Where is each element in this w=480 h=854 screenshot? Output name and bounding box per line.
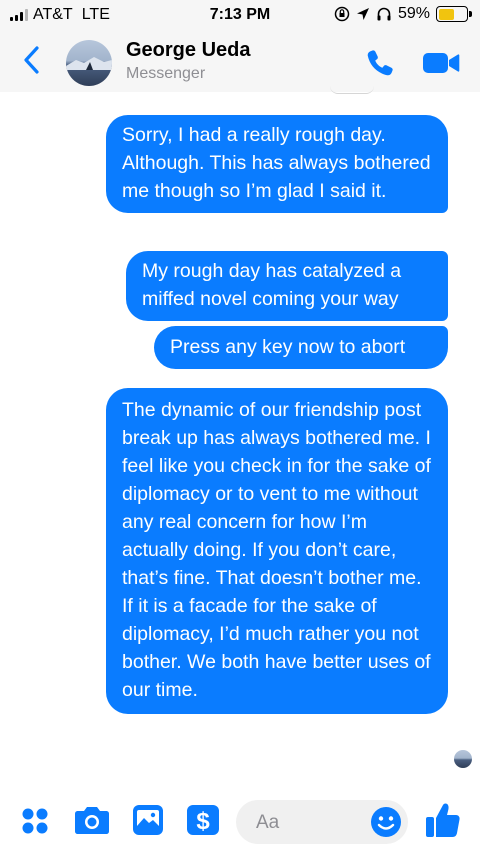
message-bubble[interactable]: My rough day has catalyzed a miffed novel coming your way: [126, 251, 448, 321]
conversation-header: [0, 30, 480, 92]
message-bubble[interactable]: The dynamic of our friendship post break up has always bothered me. I feel like you check in for the sake of diplomacy or to vent to me without any real concern for how I’m actually doing. If you don’t care, that’s fine. That doesn’t bother me. If it is a facade for the sake of diplomacy, I’d much rather you not bother. We both have better uses of our time.: [106, 388, 448, 714]
message-input-placeholder: Aa: [256, 812, 280, 833]
emoji-icon[interactable]: [370, 806, 402, 838]
video-call-icon[interactable]: [422, 49, 460, 77]
previous-message-edge: [330, 86, 374, 94]
svg-text:$: $: [196, 808, 210, 835]
camera-icon[interactable]: [74, 804, 110, 836]
battery-icon: [436, 6, 468, 22]
gallery-icon[interactable]: [132, 804, 164, 836]
contact-subtitle: Messenger: [126, 65, 206, 82]
message-bubble[interactable]: Press any key now to abort: [154, 326, 448, 369]
seen-indicator-avatar: [454, 750, 472, 768]
message-bubble[interactable]: Sorry, I had a really rough day. Although. This has always bothered me though so I’m glad I said it.: [106, 115, 448, 213]
network-label: LTE: [81, 6, 110, 23]
location-icon: [356, 7, 370, 21]
payment-icon[interactable]: [186, 804, 220, 836]
contact-avatar[interactable]: [66, 40, 112, 86]
message-input[interactable]: [236, 800, 408, 844]
contact-name[interactable]: George Ueda: [126, 39, 251, 61]
status-time: 7:13 PM: [209, 6, 271, 23]
phone-call-icon[interactable]: [364, 47, 396, 79]
status-bar: [0, 0, 480, 30]
battery-fill: [439, 9, 455, 20]
status-right: [334, 5, 468, 23]
headphones-icon: [376, 6, 392, 22]
landscape-photo-icon: [66, 40, 112, 86]
message-composer: [0, 790, 480, 854]
carrier-label: AT&T: [33, 6, 73, 23]
battery-percent: 59%: [397, 5, 430, 22]
battery-tip: [469, 11, 472, 17]
back-arrow-icon[interactable]: [20, 44, 44, 76]
orientation-lock-icon: [334, 6, 350, 22]
thumbs-up-icon[interactable]: [424, 800, 462, 840]
more-apps-icon[interactable]: [20, 806, 50, 836]
